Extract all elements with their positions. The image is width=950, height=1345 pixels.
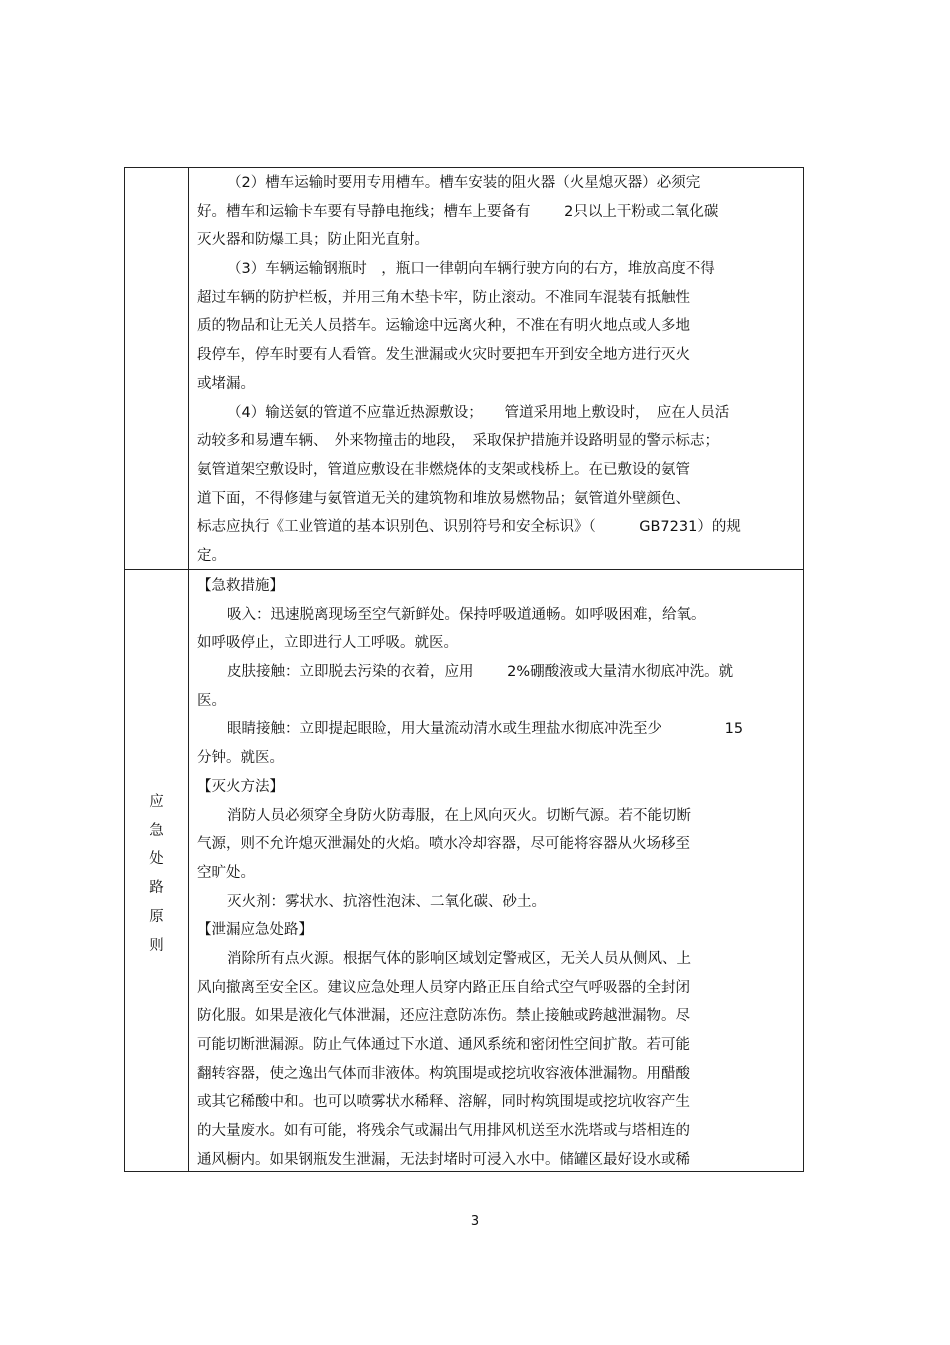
paragraph-line: 或堵漏。 [197, 375, 255, 392]
paragraph-line: 动较多和易遭车辆、 外来物撞击的地段， 采取保护措施并设路明显的警示标志； [197, 433, 719, 450]
paragraph-line: 分钟。就医。 [197, 750, 284, 767]
section-heading: 【泄漏应急处路】 [197, 922, 313, 939]
column-divider [188, 168, 189, 1171]
row-label-char: 路 [149, 880, 164, 897]
paragraph-line: 如呼吸停止，立即进行人工呼吸。就医。 [197, 635, 458, 652]
paragraph-line: 空旷处。 [197, 864, 255, 881]
paragraph-line: （4）输送氨的管道不应靠近热源敷设； 管道采用地上敷设时， 应在人员活 [227, 404, 730, 421]
paragraph-line: 通风橱内。如果钢瓶发生泄漏，无法封堵时可浸入水中。储罐区最好设水或稀 [197, 1151, 690, 1168]
paragraph-line: 的大量废水。如有可能，将残余气或漏出气用排风机送至水洗塔或与塔相连的 [197, 1123, 690, 1140]
row-label-char: 处 [149, 851, 164, 868]
paragraph-line: 超过车辆的防护栏板，并用三角木垫卡牢，防止滚动。不准同车混装有抵触性 [197, 289, 690, 306]
emergency-section [197, 572, 795, 1174]
paragraph-line: 消除所有点火源。根据气体的影响区域划定警戒区，无关人员从侧风、上 [227, 950, 691, 967]
paragraph-line: 标志应执行《工业管道的基本识别色、识别符号和安全标识》（ GB7231）的规 [197, 519, 741, 536]
row-label-emergency-principles [125, 788, 188, 960]
paragraph-line: 灭火剂：雾状水、抗溶性泡沫、二氧化碳、砂土。 [227, 893, 546, 910]
row-label-char: 原 [149, 908, 164, 925]
paragraph-line: 眼睛接触：立即提起眼睑，用大量流动清水或生理盐水彻底冲洗至少 15 [227, 721, 744, 738]
paragraph-line: 防化服。如果是液化气体泄漏，还应注意防冻伤。禁止接触或跨越泄漏物。尽 [197, 1008, 690, 1025]
paragraph-line: 可能切断泄漏源。防止气体通过下水道、通风系统和密闭性空间扩散。若可能 [197, 1037, 690, 1053]
paragraph-line: 消防人员必须穿全身防火防毒服，在上风向灭火。切断气源。若不能切断 [227, 807, 691, 824]
row-label-char: 急 [149, 822, 164, 839]
paragraph-line: 气源，则不允许熄灭泄漏处的火焰。喷水冷却容器，尽可能将容器从火场移至 [197, 836, 690, 853]
transport-section [197, 169, 795, 571]
paragraph-line: 风向撤离至安全区。建议应急处理人员穿内路正压自给式空气呼吸器的全封闭 [197, 979, 690, 996]
paragraph-line: 翻转容器，使之逸出气体而非液体。构筑围堤或挖坑收容液体泄漏物。用醋酸 [197, 1065, 690, 1082]
paragraph-line: 定。 [197, 547, 226, 564]
paragraph-line: 或其它稀酸中和。也可以喷雾状水稀释、溶解，同时构筑围堤或挖坑收容产生 [197, 1094, 690, 1111]
paragraph-line: （3）车辆运输钢瓶时 ，瓶口一律朝向车辆行驶方向的右方，堆放高度不得 [227, 261, 715, 278]
section-heading: 【急救措施】 [197, 578, 284, 594]
paragraph-line: 道下面，不得修建与氨管道无关的建筑物和堆放易燃物品；氨管道外壁颜色、 [197, 490, 690, 507]
paragraph-line: （2）槽车运输时要用专用槽车。槽车安装的阻火器（火星熄灭器）必须完 [227, 175, 701, 191]
paragraph-line: 质的物品和让无关人员搭车。运输途中远离火种，不准在有明火地点或人多地 [197, 318, 690, 335]
row-label-char: 则 [149, 937, 164, 954]
paragraph-line: 段停车，停车时要有人看管。发生泄漏或火灾时要把车开到安全地方进行灭火 [197, 347, 690, 364]
paragraph-line: 皮肤接触：立即脱去污染的衣着，应用 2%硼酸液或大量清水彻底冲洗。就 [227, 664, 734, 681]
row-label-char: 应 [149, 794, 164, 810]
paragraph-line: 医。 [197, 692, 226, 709]
paragraph-line: 灭火器和防爆工具；防止阳光直射。 [197, 232, 429, 249]
section-heading: 【灭火方法】 [197, 778, 284, 795]
paragraph-line: 好。槽车和运输卡车要有导静电拖线；槽车上要备有 2只以上干粉或二氧化碳 [197, 203, 719, 220]
paragraph-line: 吸入：迅速脱离现场至空气新鲜处。保持呼吸道通畅。如呼吸困难，给氧。 [227, 606, 706, 623]
document-table [124, 167, 804, 1172]
page-number: 3 [470, 1214, 480, 1229]
paragraph-line: 氨管道架空敷设时，管道应敷设在非燃烧体的支架或栈桥上。在已敷设的氨管 [197, 461, 690, 478]
